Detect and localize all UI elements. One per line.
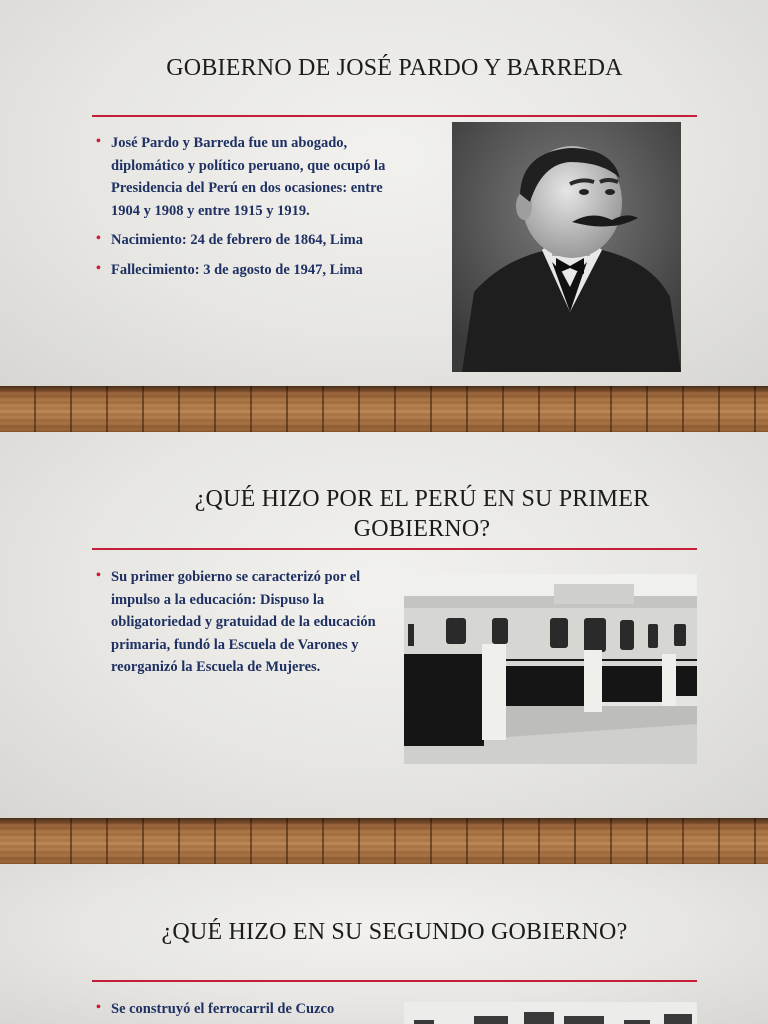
bullet-item (96, 229, 388, 252)
wood-floor-divider (0, 818, 768, 864)
bullet-item (96, 998, 388, 1021)
slide-1-title: GOBIERNO DE JOSÉ PARDO Y BARREDA (166, 55, 623, 81)
slide-1 (0, 0, 768, 386)
title-divider (92, 548, 697, 550)
slide-2-title-line-1: ¿QUÉ HIZO POR EL PERÚ EN SU PRIMER (194, 486, 650, 512)
bullet-dot-icon: • (96, 231, 101, 246)
wood-floor-divider (0, 386, 768, 432)
school-illustration (404, 574, 697, 764)
bullet-dot-icon: • (96, 568, 101, 583)
slide-3 (0, 864, 768, 1024)
bullet-dot-icon: • (96, 1000, 101, 1015)
railway-illustration (404, 1002, 697, 1024)
bullet-text: Nacimiento: 24 de febrero de 1864, Lima (111, 232, 363, 248)
bullet-text: Su primer gobierno se caracterizó por el impulso a la educación: Dispuso la obligatoriedad y gratuidad de la educación primaria, fundó la Escuela de Varones y reorganizó la Escuela de Mujeres. (111, 569, 376, 675)
railway-photo (404, 1002, 697, 1024)
bullet-dot-icon: • (96, 134, 101, 149)
bullet-text: José Pardo y Barreda fue un abogado, diplomático y político peruano, que ocupó la Presidencia del Perú en dos ocasiones: entre 1904 y 1908 y entre 1915 y 1919. (111, 135, 386, 219)
slide-3-title: ¿QUÉ HIZO EN SU SEGUNDO GOBIERNO? (161, 919, 628, 945)
bullet-item (96, 566, 386, 679)
bullet-text: Se construyó el ferrocarril de Cuzco (111, 1001, 335, 1017)
title-divider (92, 115, 697, 117)
slide-2 (0, 432, 768, 818)
slide-2-title (172, 484, 672, 544)
portrait-illustration (452, 122, 681, 372)
slide-2-bullet-list (96, 566, 386, 686)
bullet-item (96, 259, 388, 282)
slide-1-bullet-list (96, 132, 388, 288)
bullet-dot-icon: • (96, 260, 101, 276)
slide-3-bullet-list (96, 998, 388, 1024)
bullet-text: Fallecimiento: 3 de agosto de 1947, Lima (111, 261, 363, 278)
school-building-photo (404, 574, 697, 764)
title-divider (92, 980, 697, 982)
slide-2-title-line-2: GOBIERNO? (353, 516, 491, 542)
portrait-photo (452, 122, 681, 372)
bullet-item (96, 132, 388, 222)
